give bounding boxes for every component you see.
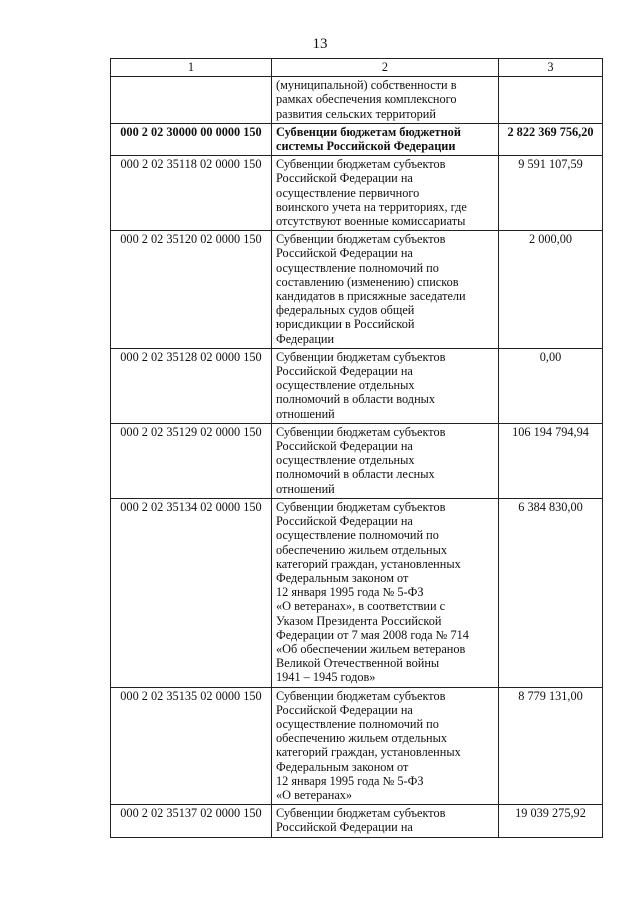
row-amount-cell: 8 779 131,00	[499, 687, 603, 805]
row-code-cell: 000 2 02 30000 00 0000 150	[111, 123, 272, 155]
row-amount-cell: 2 000,00	[499, 231, 603, 349]
row-code-cell: 000 2 02 35135 02 0000 150	[111, 687, 272, 805]
row-amount-cell: 6 384 830,00	[499, 498, 603, 687]
table-row	[111, 498, 603, 687]
row-name-cell: Субвенции бюджетам субъектов Российской Федерации на осуществление полномочий по обеспечению жильем отдельных категорий граждан, установленных Федеральным законом от 12 января 1995 года № 5-ФЗ «О ветеранах», в соответствии с Указом Президента Российской Федерации от 7 мая 2008 года № 714 «Об обеспечении жильем ветеранов Великой Отечественной войны 1941 – 1945 годов»	[272, 498, 499, 687]
row-amount-cell	[499, 77, 603, 124]
column-header-code: 1	[111, 59, 272, 77]
table-row	[111, 687, 603, 805]
table-row	[111, 805, 603, 837]
column-header-name: 2	[272, 59, 499, 77]
row-name-cell: Субвенции бюджетам субъектов Российской Федерации на осуществление отдельных полномочий в области водных отношений	[272, 348, 499, 423]
row-code-cell	[111, 77, 272, 124]
row-amount-cell: 106 194 794,94	[499, 423, 603, 498]
row-code-cell: 000 2 02 35118 02 0000 150	[111, 156, 272, 231]
row-code-cell: 000 2 02 35120 02 0000 150	[111, 231, 272, 349]
row-amount-cell: 0,00	[499, 348, 603, 423]
page-number: 13	[312, 36, 328, 52]
row-name-cell: Субвенции бюджетам субъектов Российской Федерации на осуществление отдельных полномочий в области лесных отношений	[272, 423, 499, 498]
row-name-cell: (муниципальной) собственности в рамках обеспечения комплексного развития сельских территорий	[272, 77, 499, 124]
column-header-amount: 3	[499, 59, 603, 77]
row-name-cell: Субвенции бюджетам субъектов Российской Федерации на осуществление полномочий по обеспечению жильем отдельных категорий граждан, установленных Федеральным законом от 12 января 1995 года № 5-ФЗ «О ветеранах»	[272, 687, 499, 805]
row-name-cell: Субвенции бюджетам субъектов Российской Федерации на	[272, 805, 499, 837]
table-row	[111, 423, 603, 498]
row-name-cell: Субвенции бюджетам субъектов Российской Федерации на осуществление полномочий по составлению (изменению) списков кандидатов в присяжные заседатели федеральных судов общей юрисдикции в Российской Федерации	[272, 231, 499, 349]
table-header-row	[111, 59, 603, 77]
row-code-cell: 000 2 02 35128 02 0000 150	[111, 348, 272, 423]
table-row	[111, 231, 603, 349]
table-row	[111, 348, 603, 423]
row-code-cell: 000 2 02 35137 02 0000 150	[111, 805, 272, 837]
row-code-cell: 000 2 02 35129 02 0000 150	[111, 423, 272, 498]
row-amount-cell: 19 039 275,92	[499, 805, 603, 837]
row-name-cell: Субвенции бюджетам бюджетной системы Российской Федерации	[272, 123, 499, 155]
budget-revenue-table	[110, 58, 603, 838]
table-body	[111, 77, 603, 837]
row-name-cell: Субвенции бюджетам субъектов Российской Федерации на осуществление первичного воинского учета на территориях, где отсутствуют военные комиссариаты	[272, 156, 499, 231]
table-row	[111, 77, 603, 124]
row-amount-cell: 2 822 369 756,20	[499, 123, 603, 155]
table-row	[111, 123, 603, 155]
table-row	[111, 156, 603, 231]
row-code-cell: 000 2 02 35134 02 0000 150	[111, 498, 272, 687]
row-amount-cell: 9 591 107,59	[499, 156, 603, 231]
